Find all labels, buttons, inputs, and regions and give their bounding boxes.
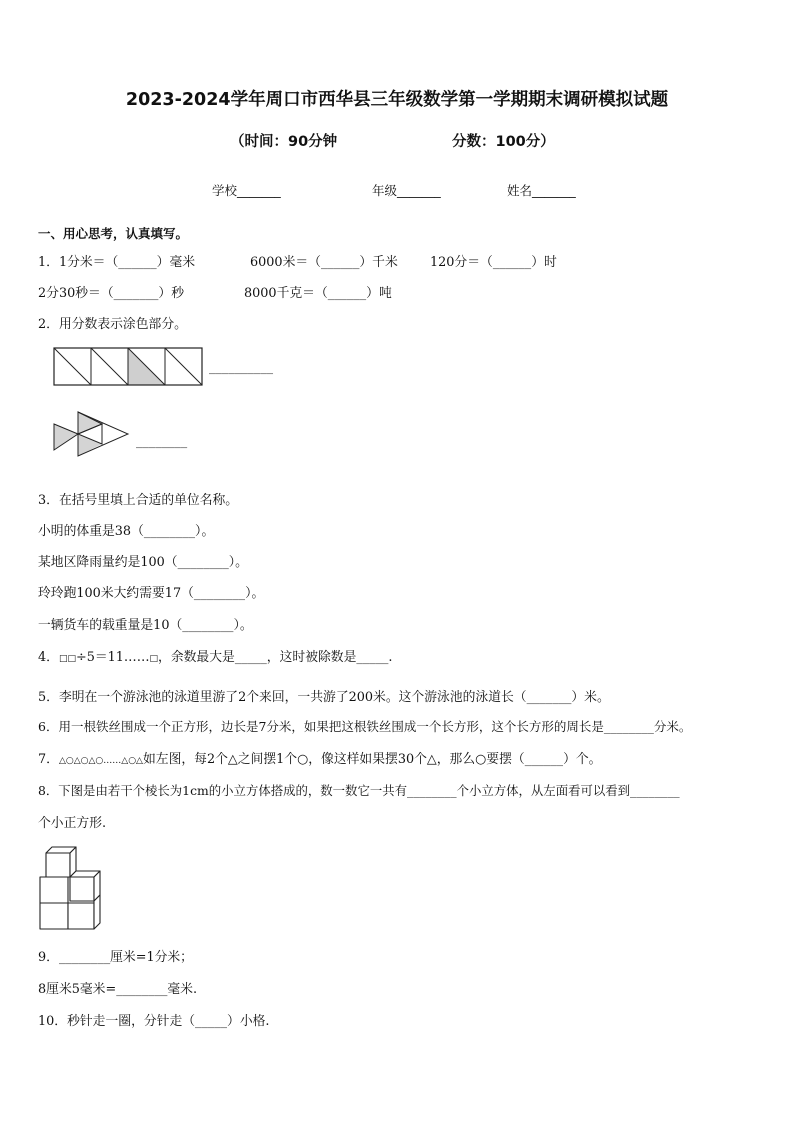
exam-time: （时间：90分钟 xyxy=(230,134,338,150)
q9-part-b: 8厘米5毫米=________毫米. xyxy=(38,982,198,997)
q4-question: ，余数最大是_____，这时被除数是_____. xyxy=(158,650,393,665)
q1-part-b: 6000米＝（______）千米 xyxy=(250,255,398,270)
q7-text xyxy=(38,748,601,767)
q4-equation: ÷5＝11…… xyxy=(75,650,150,665)
q1-part-c: 120分＝（______）时 xyxy=(430,255,557,270)
q5-text: 5．李明在一个游泳池的泳道里游了2个来回，一共游了200米。这个游泳池的泳道长（_______）米。 xyxy=(38,690,610,705)
q3-part-c: 玲玲跑100米大约需要17（________）。 xyxy=(38,586,265,601)
grade-field: 年级_______ xyxy=(372,183,441,198)
name-field: 姓名_______ xyxy=(507,183,576,198)
q6-text: 6．用一根铁丝围成一个正方形，边长是7分米，如果把这根铁丝围成一个长方形，这个长方形的周长是________分米。 xyxy=(38,719,692,734)
q7-question: 如左图，每2个△之间摆1个○，像这样如果摆30个△，那么○要摆（______）个。 xyxy=(142,752,602,767)
q3-part-b: 某地区降雨量约是100（________）。 xyxy=(38,555,248,570)
school-field: 学校_______ xyxy=(212,183,281,198)
q2-triangle-figure xyxy=(52,410,132,458)
exam-score: 分数：100分） xyxy=(452,134,555,150)
q1-part-e: 8000千克＝（______）吨 xyxy=(244,286,392,301)
q1-part-a: 1．1分米＝（______）毫米 xyxy=(38,255,196,270)
q7-prefix: 7． xyxy=(38,752,59,767)
q4-text xyxy=(38,646,392,665)
q8-line-2: 个小正方形. xyxy=(38,816,107,831)
q4-box-symbols: □□ xyxy=(58,654,76,664)
q4-prefix: 4． xyxy=(38,650,59,665)
q3-part-d: 一辆货车的载重量是10（________）。 xyxy=(38,618,253,633)
q7-sequence: △○△○△○……△○△ xyxy=(58,756,143,766)
q4-box-symbol: □ xyxy=(149,654,159,664)
q9-part-a: 9．________厘米=1分米； xyxy=(38,950,193,965)
q2-answer-blank-2: ________ xyxy=(136,434,188,449)
q10-text: 10．秒针走一圈，分针走（_____）小格. xyxy=(38,1014,270,1029)
q3-stem: 3．在括号里填上合适的单位名称。 xyxy=(38,493,239,508)
q3-part-a: 小明的体重是38（________）。 xyxy=(38,524,215,539)
q2-shaded-bottom xyxy=(78,434,102,456)
q2-answer-blank-1: __________ xyxy=(209,360,273,375)
q8-line-1: 8．下图是由若干个棱长为1cm的小立方体搭成的，数一数它一共有________个小立方体，从左面看可以看到________ xyxy=(38,783,680,798)
q8-cube-figure xyxy=(38,843,110,933)
q2-shaded-top xyxy=(78,412,102,434)
q1-part-d: 2分30秒＝（_______）秒 xyxy=(38,286,184,301)
section-heading: 一、用心思考，认真填写。 xyxy=(38,226,189,241)
q2-stem: 2．用分数表示涂色部分。 xyxy=(38,317,187,332)
q2-rectangle-figure xyxy=(52,346,207,386)
page-title: 2023-2024学年周口市西华县三年级数学第一学期期末调研模拟试题 xyxy=(125,90,669,110)
